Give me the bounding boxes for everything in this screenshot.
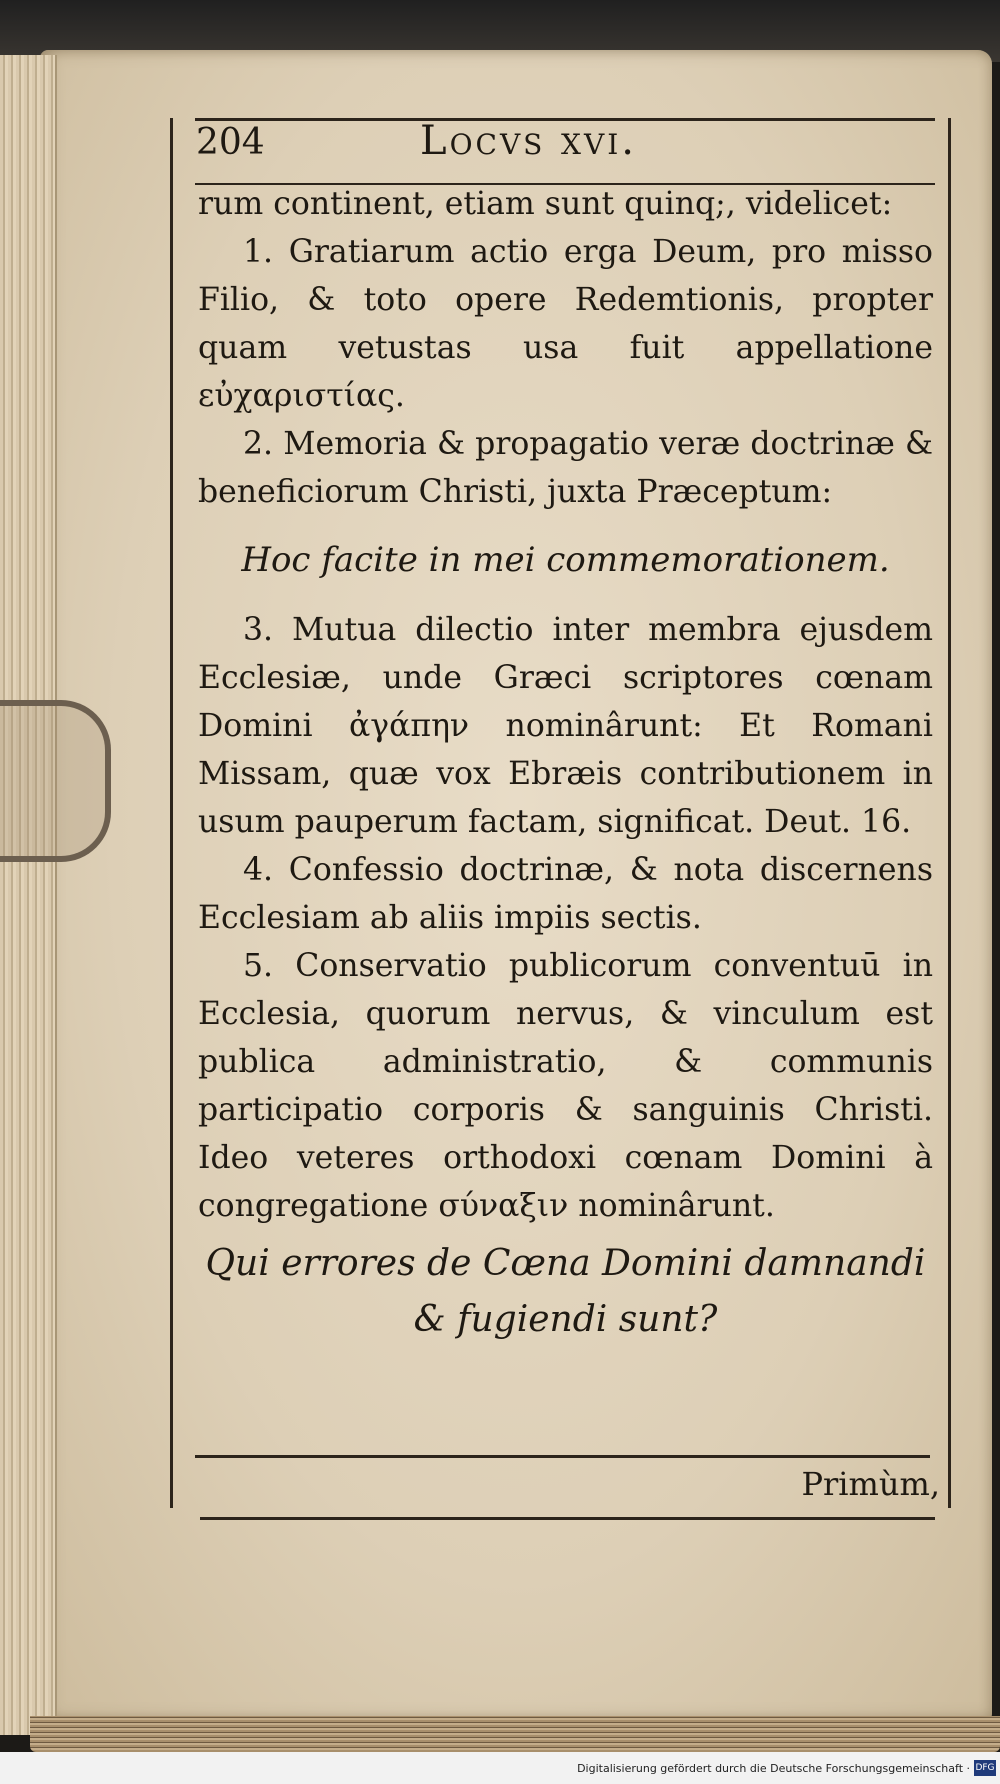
list-item-5: 5. Conservatio publicorum conventuū in Ecclesia, quorum nervus, & vinculum est publica administratio, & communis participatio corporis & sanguinis Christi. Ideo veteres orthodoxi cœnam Domini à congregatione σύναξιν nominârunt. bbox=[198, 948, 933, 1224]
dfg-logo: DFG bbox=[974, 1760, 996, 1776]
list-item-3: 3. Mutua dilectio inter membra ejusdem Ecclesiæ, unde Græci scriptores cœnam Domini ἀγάπην nominârunt: Et Romani Missam, quæ vox Ebræis contributionem in usum pauperum factam, significat. Deut. 16. bbox=[198, 612, 933, 840]
paragraph-continuation: rum continent, etiam sunt quinq;, videlicet: bbox=[198, 186, 893, 222]
catchword: Primùm, bbox=[801, 1465, 940, 1503]
list-item-4: 4. Confessio doctrinæ, & nota discernens Ecclesiam ab aliis impiis sectis. bbox=[198, 852, 933, 936]
list-item-2: 2. Memoria & propagatio veræ doctrinæ & beneficiorum Christi, juxta Præceptum: bbox=[198, 426, 933, 510]
page-edges-left bbox=[0, 55, 57, 1735]
book-clasp bbox=[0, 700, 111, 862]
digitization-credit: Digitalisierung gefördert durch die Deutsche Forschungsgemeinschaft · bbox=[577, 1762, 970, 1775]
running-title: Locvs xvi. bbox=[420, 118, 637, 164]
bottom-rule-lower bbox=[200, 1517, 935, 1520]
body-text bbox=[198, 180, 933, 1348]
list-item-1: 1. Gratiarum actio erga Deum, pro misso Filio, & toto opere Redemtionis, propter quam vetustas usa fuit appellatione εὐχαριστίας. bbox=[198, 234, 933, 414]
section-question: Qui errores de Cœna Domini damnandi & fugiendi sunt? bbox=[205, 1243, 926, 1340]
page-number: 204 bbox=[196, 122, 265, 163]
scripture-quote: Hoc facite in mei commemorationem. bbox=[241, 540, 890, 580]
bottom-rule-upper bbox=[195, 1455, 930, 1458]
page-edges-bottom bbox=[30, 1716, 1000, 1752]
